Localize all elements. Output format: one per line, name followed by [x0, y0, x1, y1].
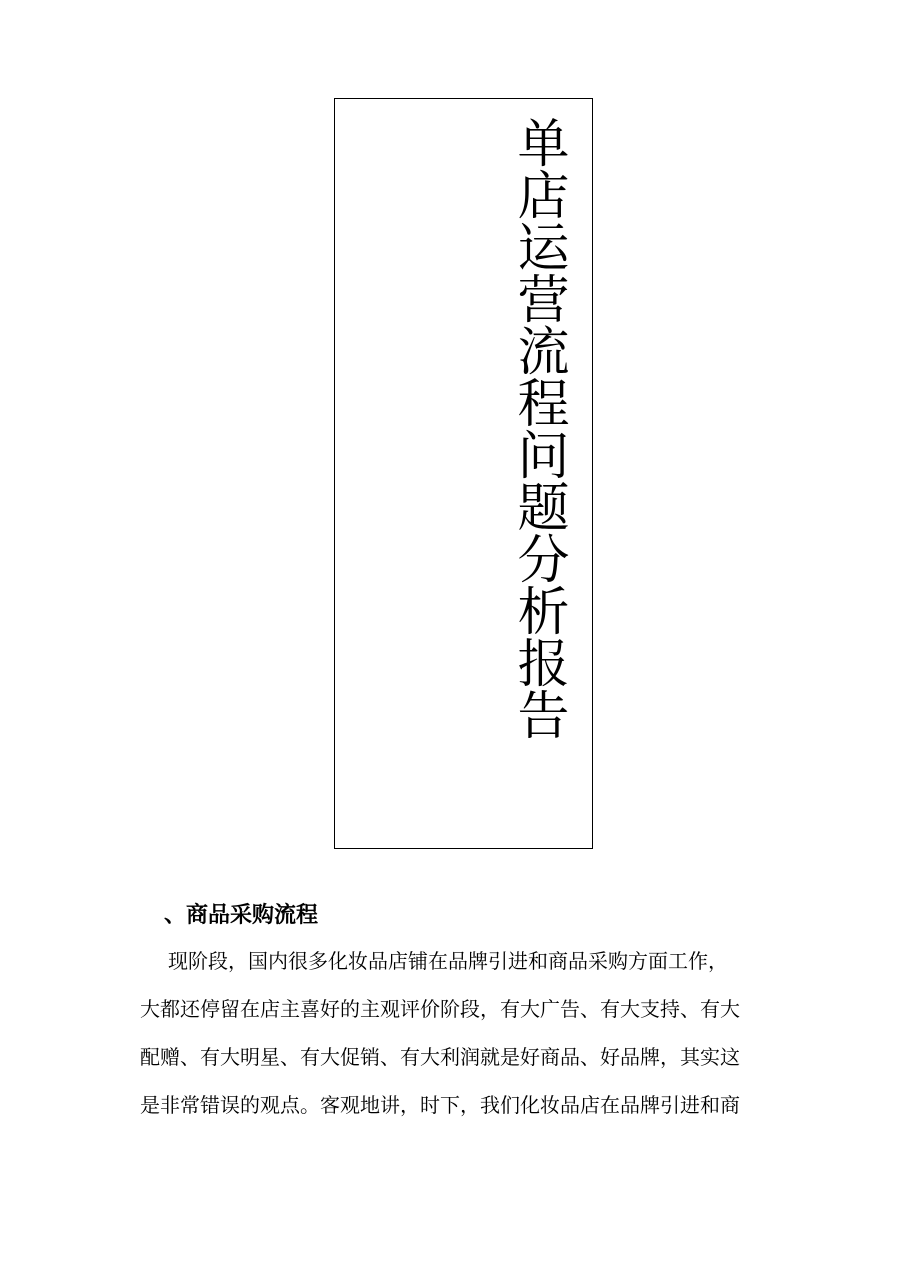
paragraph-line-1: 现阶段，国内很多化妆品店铺在品牌引进和商品采购方面工作， [168, 949, 728, 973]
section-heading: 、商品采购流程 [164, 903, 319, 928]
paragraph-line-2: 大都还停留在店主喜好的主观评价阶段，有大广告、有大支持、有大 [140, 997, 740, 1021]
document-title: 单店运营流程问题分析报告 [508, 116, 568, 740]
paragraph-line-4: 是非常错误的观点。客观地讲，时下，我们化妆品店在品牌引进和商 [140, 1093, 740, 1117]
paragraph-line-3: 配赠、有大明星、有大促销、有大利润就是好商品、好品牌，其实这 [140, 1045, 740, 1069]
